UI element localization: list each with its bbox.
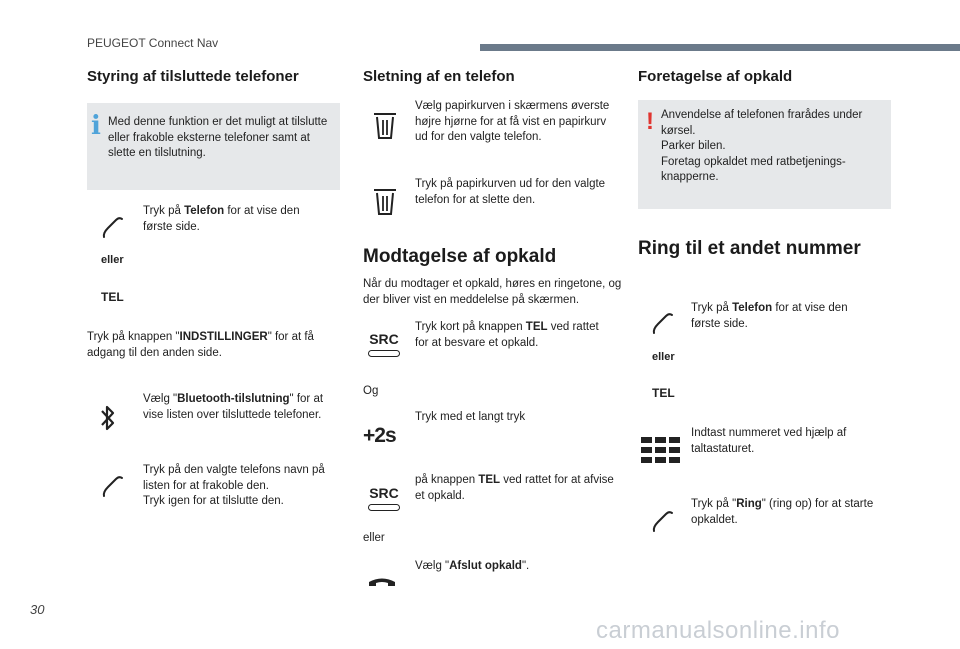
section-heading-make-call: Foretagelse af opkald bbox=[638, 68, 793, 85]
dial-step-open-phone: Tryk på Telefon for at vise den første side. bbox=[691, 302, 848, 330]
phone-handset-icon bbox=[650, 509, 676, 535]
watermark: carmanualsonline.info bbox=[596, 617, 840, 644]
tel-button-label: TEL bbox=[652, 386, 675, 400]
step-bluetooth: Vælg "Bluetooth-tilslutning" for at vise listen over tilsluttede telefoner. bbox=[143, 393, 324, 421]
section-heading-receive-call: Modtagelse af opkald bbox=[363, 246, 557, 267]
section-heading-delete-phone: Sletning af en telefon bbox=[363, 68, 515, 85]
section-heading-manage-phones: Styring af tilsluttede telefoner bbox=[87, 68, 299, 85]
src-button-icon: SRC bbox=[368, 331, 400, 357]
og-label: Og bbox=[363, 385, 379, 397]
warning-note bbox=[638, 100, 891, 209]
keypad-icon bbox=[641, 437, 681, 463]
trash-icon bbox=[372, 111, 398, 141]
dial-step-keypad: Indtast nummeret ved hjælp af taltastaturet. bbox=[691, 427, 847, 455]
info-icon: i bbox=[91, 111, 101, 141]
long-press-icon: +2s bbox=[363, 424, 396, 447]
running-header: PEUGEOT Connect Nav bbox=[87, 36, 219, 50]
dial-step-call: Tryk på "Ring" (ring op) for at starte opkaldet. bbox=[691, 498, 874, 526]
eller-label: eller bbox=[363, 532, 385, 544]
trash-icon bbox=[372, 187, 398, 217]
end-call-step: Vælg "Afslut opkald". bbox=[415, 560, 530, 572]
src-button-icon: SRC bbox=[368, 485, 400, 511]
phone-handset-icon bbox=[650, 311, 676, 337]
warning-icon: ! bbox=[646, 108, 654, 135]
header-bar bbox=[480, 44, 960, 51]
phone-handset-icon bbox=[100, 215, 126, 241]
warning-text: Anvendelse af telefonen frarådes under kørsel. Parker bilen. Foretag opkaldet med ratbetjenings-knapperne. bbox=[661, 109, 863, 183]
section-heading-dial-number: Ring til et andet nummer bbox=[638, 238, 861, 259]
eller-label: eller bbox=[101, 254, 124, 266]
settings-paragraph: Tryk på knappen "INDSTILLINGER" for at få adgang til den anden side. bbox=[87, 331, 314, 359]
delete-step-2: Tryk på papirkurven ud for den valgte telefon for at slette den. bbox=[415, 178, 606, 206]
receive-reject: på knappen TEL ved rattet for at afvise et opkald. bbox=[415, 474, 614, 502]
eller-label: eller bbox=[652, 351, 675, 363]
hang-up-icon bbox=[367, 576, 397, 590]
step-disconnect: Tryk på den valgte telefons navn på listen for at frakoble den. Tryk igen for at tilslutte den. bbox=[143, 464, 325, 507]
receive-long-press: Tryk med et langt tryk bbox=[415, 411, 526, 423]
receive-answer: Tryk kort på knappen TEL ved rattet for at besvare et opkald. bbox=[415, 321, 599, 349]
phone-handset-icon bbox=[100, 474, 126, 500]
tel-button-label: TEL bbox=[101, 290, 124, 304]
info-note-text: Med denne funktion er det muligt at tilslutte eller frakoble eksterne telefoner samt at slette en tilslutning. bbox=[108, 116, 328, 159]
step-open-phone: Tryk på Telefon for at vise den første side. bbox=[143, 205, 300, 233]
delete-step-1: Vælg papirkurven i skærmens øverste højre hjørne for at få vist en papirkurv ud for den valgte telefon. bbox=[415, 100, 610, 143]
info-note bbox=[87, 103, 340, 190]
page-number: 30 bbox=[30, 602, 45, 617]
receive-intro: Når du modtager et opkald, høres en ringetone, og der bliver vist en meddelelse på skærmen. bbox=[363, 278, 622, 306]
bluetooth-icon bbox=[99, 402, 117, 434]
